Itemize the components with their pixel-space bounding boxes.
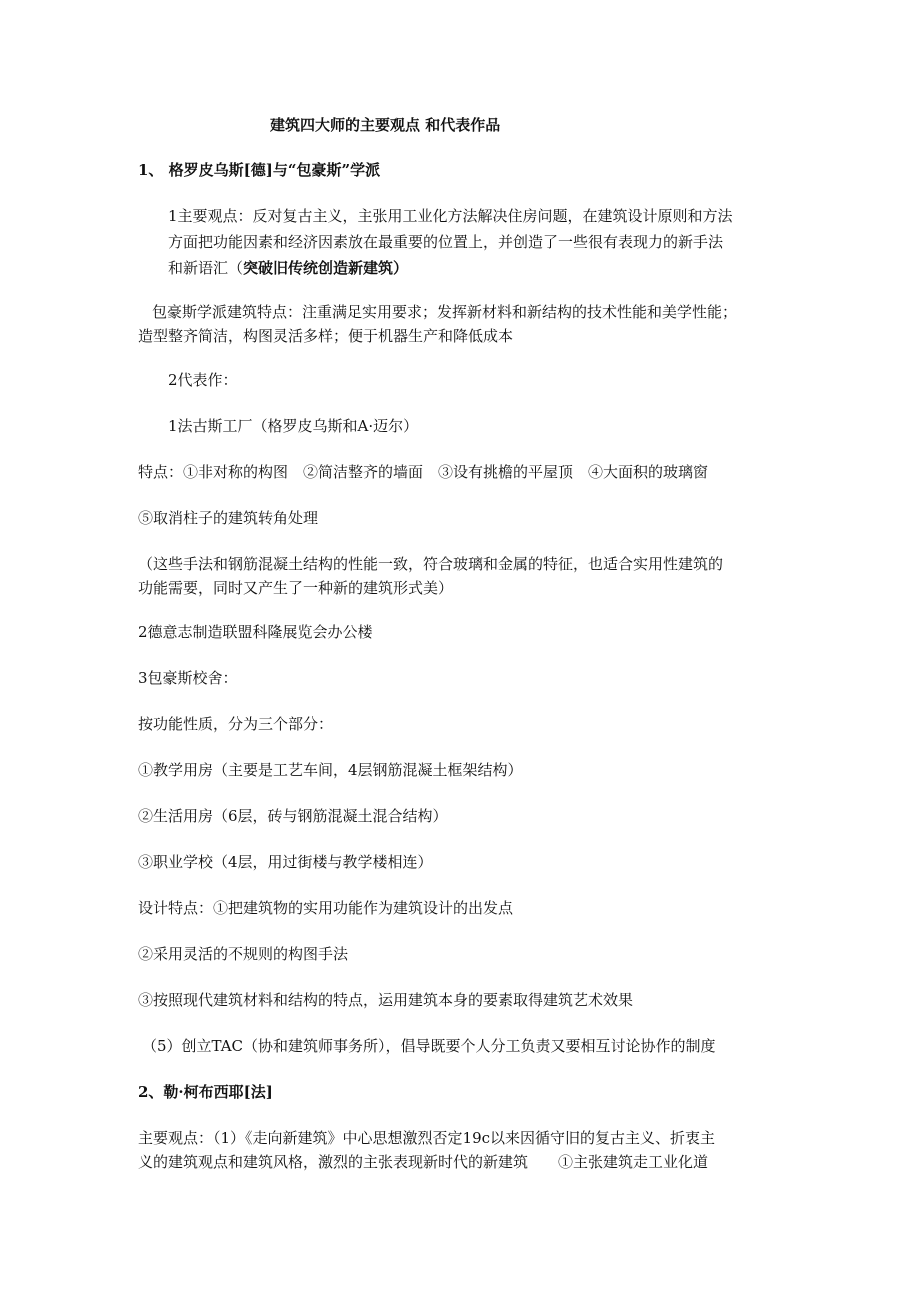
work-fagus-factory: 1法古斯工厂（格罗皮乌斯和A·迈尔） (168, 417, 419, 435)
design-feature-2: ②采用灵活的不规则的构图手法 (138, 945, 349, 963)
features-line-1: 特点：①非对称的构图 ②简洁整齐的墙面 ③设有挑檐的平屋顶 ④大面积的玻璃窗 (138, 463, 709, 481)
design-feature-3: ③按照现代建筑材料和结构的特点，运用建筑本身的要素取得建筑艺术效果 (138, 991, 634, 1009)
design-feature-1: 设计特点：①把建筑物的实用功能作为建筑设计的出发点 (138, 899, 514, 917)
work-bauhaus-building: 3包豪斯校舍： (138, 669, 238, 687)
part-teaching: ①教学用房（主要是工艺车间，4层钢筋混凝土框架结构） (138, 761, 523, 779)
main-view-line-3 (168, 256, 408, 280)
main-view-line-1: 1主要观点：反对复古主义，主张用工业化方法解决住房问题，在建筑设计原则和方法 (168, 207, 733, 225)
features-line-2: ⑤取消柱子的建筑转角处理 (138, 509, 319, 527)
function-division: 按功能性质，分为三个部分： (138, 715, 334, 733)
main-view-line-3-plain: 和新语汇（ (168, 259, 244, 277)
section-heading-gropius: 1、 格罗皮乌斯[德]与“包豪斯”学派 (138, 161, 381, 179)
representative-works-heading: 2代表作： (168, 371, 238, 389)
work-werkbund-office: 2德意志制造联盟科隆展览会办公楼 (138, 623, 373, 641)
tac-note: （5）创立TAC（协和建筑师事务所），倡导既要个人分工负责又要相互讨论协作的制度 (142, 1037, 716, 1055)
part-living: ②生活用房（6层，砖与钢筋混凝土混合结构） (138, 807, 448, 825)
bauhaus-features-line-2: 造型整齐简洁，构图灵活多样；便于机器生产和降低成本 (138, 327, 514, 345)
part-vocational: ③职业学校（4层，用过街楼与教学楼相连） (138, 853, 433, 871)
main-view-line-3-bold: 突破旧传统创造新建筑） (243, 259, 409, 277)
lc-view-line-2: 义的建筑观点和建筑风格，激烈的主张表现新时代的新建筑 ①主张建筑走工业化道 (138, 1153, 709, 1171)
section-heading-le-corbusier: 2、勒·柯布西耶[法] (138, 1083, 273, 1101)
main-view-line-2: 方面把功能因素和经济因素放在最重要的位置上，并创造了一些很有表现力的新手法 (168, 233, 724, 251)
note-line-2: 功能需要，同时又产生了一种新的建筑形式美） (138, 579, 454, 597)
bauhaus-features-line-1: 包豪斯学派建筑特点：注重满足实用要求；发挥新材料和新结构的技术性能和美学性能； (152, 303, 738, 321)
document-title: 建筑四大师的主要观点 和代表作品 (270, 116, 501, 134)
lc-view-line-1: 主要观点：（1）《走向新建筑》中心思想激烈否定19c以来因循守旧的复古主义、折衷主 (138, 1129, 716, 1147)
note-line-1: （这些手法和钢筋混凝土结构的性能一致，符合玻璃和金属的特征，也适合实用性建筑的 (138, 555, 724, 573)
